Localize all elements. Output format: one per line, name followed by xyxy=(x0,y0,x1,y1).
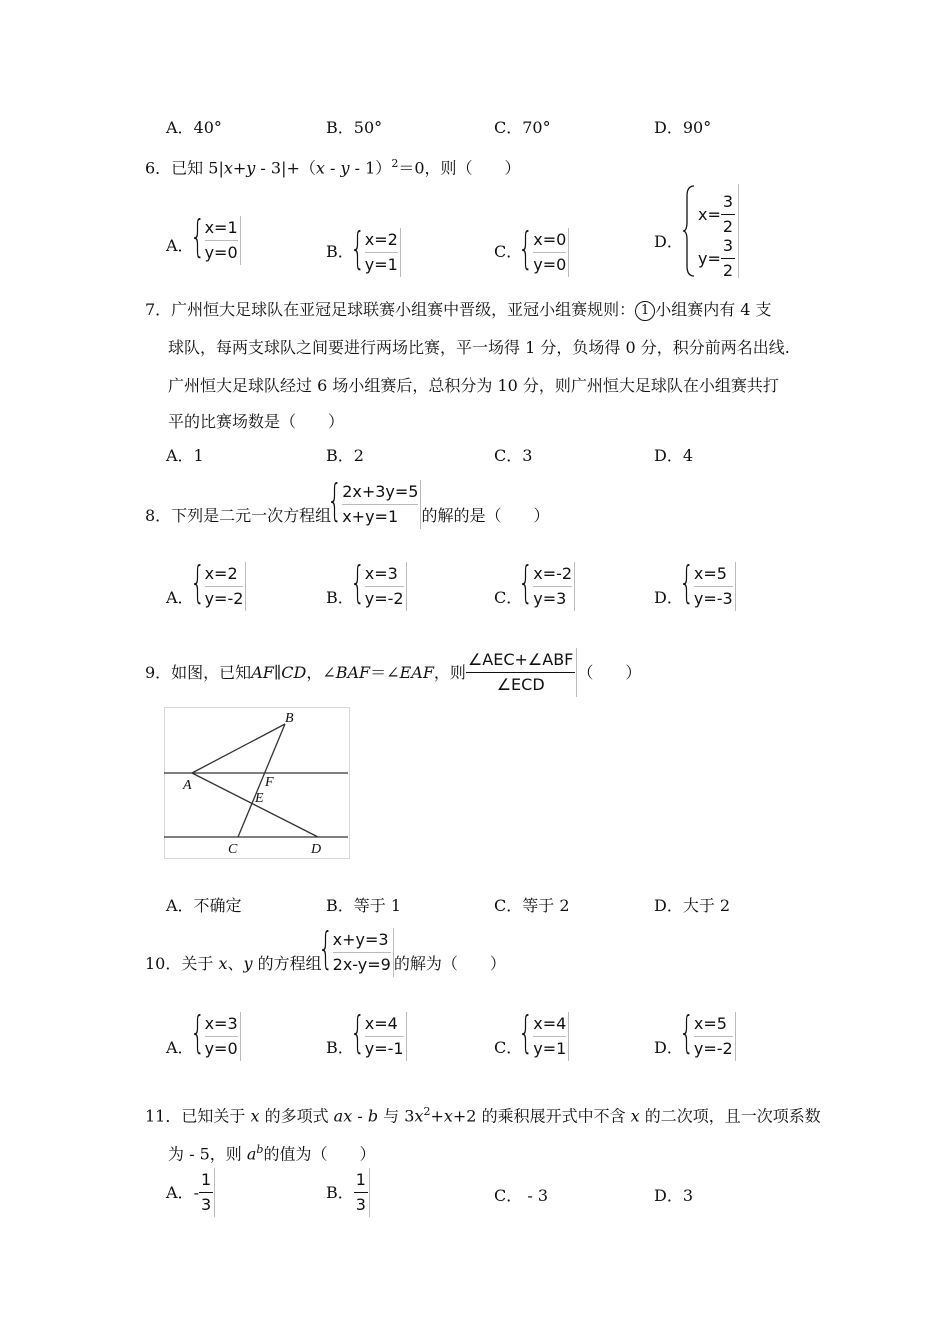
label-c: C xyxy=(228,842,238,857)
q11-option-a: A． - $\frac{1}{3}$ xyxy=(166,1168,215,1217)
q10-stem: 10．关于 x、y 的方程组 { $\frac{x+y=3}{2x-y=9}$ 的解为（ ） xyxy=(145,928,506,977)
q8-option-d: D． { $\frac{x=5}{y=-3}$ xyxy=(654,562,736,611)
q7-line1: 7．广州恒大足球队在亚冠足球联赛小组赛中晋级，亚冠小组赛规则： 1 小组赛内有 4 支 xyxy=(145,300,772,319)
q7-option-d: D．4 xyxy=(654,446,694,465)
q9-figure xyxy=(164,707,350,859)
label-a: A xyxy=(183,778,192,793)
q9-option-d: D．大于 2 xyxy=(654,896,731,915)
q7-option-a: A．1 xyxy=(166,446,204,465)
q9-option-a: A．不确定 xyxy=(166,896,242,915)
q10-option-a: A． { $\frac{x=3}{y=0}$ xyxy=(166,1012,241,1061)
brace-icon xyxy=(682,184,696,278)
q6-option-a: A． { $\frac{x=1}{y=0}$ xyxy=(166,228,241,265)
label-f: F xyxy=(265,775,274,790)
q10-option-c: C． { $\frac{x=4}{y=1}$ xyxy=(494,1012,569,1061)
q5-option-d: D．90° xyxy=(654,118,712,137)
q8-option-c: C． { $\frac{x=-2}{y=3}$ xyxy=(494,562,575,611)
q8-option-b: B． { $\frac{x=3}{y=-2}$ xyxy=(326,562,407,611)
q5-option-b: B．50° xyxy=(326,118,383,137)
q10-option-b: B． { $\frac{x=4}{y=-1}$ xyxy=(326,1012,407,1061)
label-e: E xyxy=(255,791,264,806)
q7-line3: 广州恒大足球队经过 6 场小组赛后，总积分为 10 分，则广州恒大足球队在小组赛共打 xyxy=(168,376,779,395)
q8-option-a: A． { $\frac{x=2}{y=-2}$ xyxy=(166,562,246,611)
q7-option-b: B．2 xyxy=(326,446,364,465)
q11-line2: 为 - 5，则 $a^b$的值为（ ） xyxy=(168,1143,376,1164)
q6-option-c: C． { $\frac{x=0}{y=0}$ xyxy=(494,228,569,277)
label-b: B xyxy=(285,711,294,726)
label-d: D xyxy=(311,842,322,857)
q7-line4: 平的比赛场数是（ ） xyxy=(168,412,345,431)
q5-option-a: A．40° xyxy=(166,118,222,137)
q11-option-b: B． $\frac{1}{3}$ xyxy=(326,1168,370,1217)
q9-option-b: B．等于 1 xyxy=(326,896,402,915)
q6-stem: 6．已知 5|x+y - 3|+（x - y - 1）$^2$＝0，则（ ） xyxy=(145,157,521,178)
q11-option-c: C． - 3 xyxy=(494,1186,549,1205)
q9-stem: 9．如图，已知 AF ∥ CD ，∠ BAF ＝∠ EAF ，则 $\frac{\text{∠AEC+∠ABF}}{\text{∠ECD}}$ （ ） xyxy=(145,648,641,697)
q7-option-c: C．3 xyxy=(494,446,533,465)
q10-option-d: D． { $\frac{x=5}{y=-2}$ xyxy=(654,1012,736,1061)
q7-line2: 球队，每两支球队之间要进行两场比赛，平一场得 1 分，负场得 0 分，积分前两名出线. xyxy=(168,338,790,357)
q5-option-c: C．70° xyxy=(494,118,551,137)
q11-option-d: D．3 xyxy=(654,1186,694,1205)
q11-line1: 11．已知关于 x 的多项式 ax - b 与 $3x^2+x+2$ 的乘积展开式中不含 x 的二次项，且一次项系数 xyxy=(145,1105,821,1126)
q8-stem: 8．下列是二元一次方程组 { $\frac{2x+3y=5}{x+y=1}$ 的解的是（ ） xyxy=(145,480,550,529)
q6-option-b: B． { $\frac{x=2}{y=1}$ xyxy=(326,228,401,277)
q9-option-c: C．等于 2 xyxy=(494,896,570,915)
